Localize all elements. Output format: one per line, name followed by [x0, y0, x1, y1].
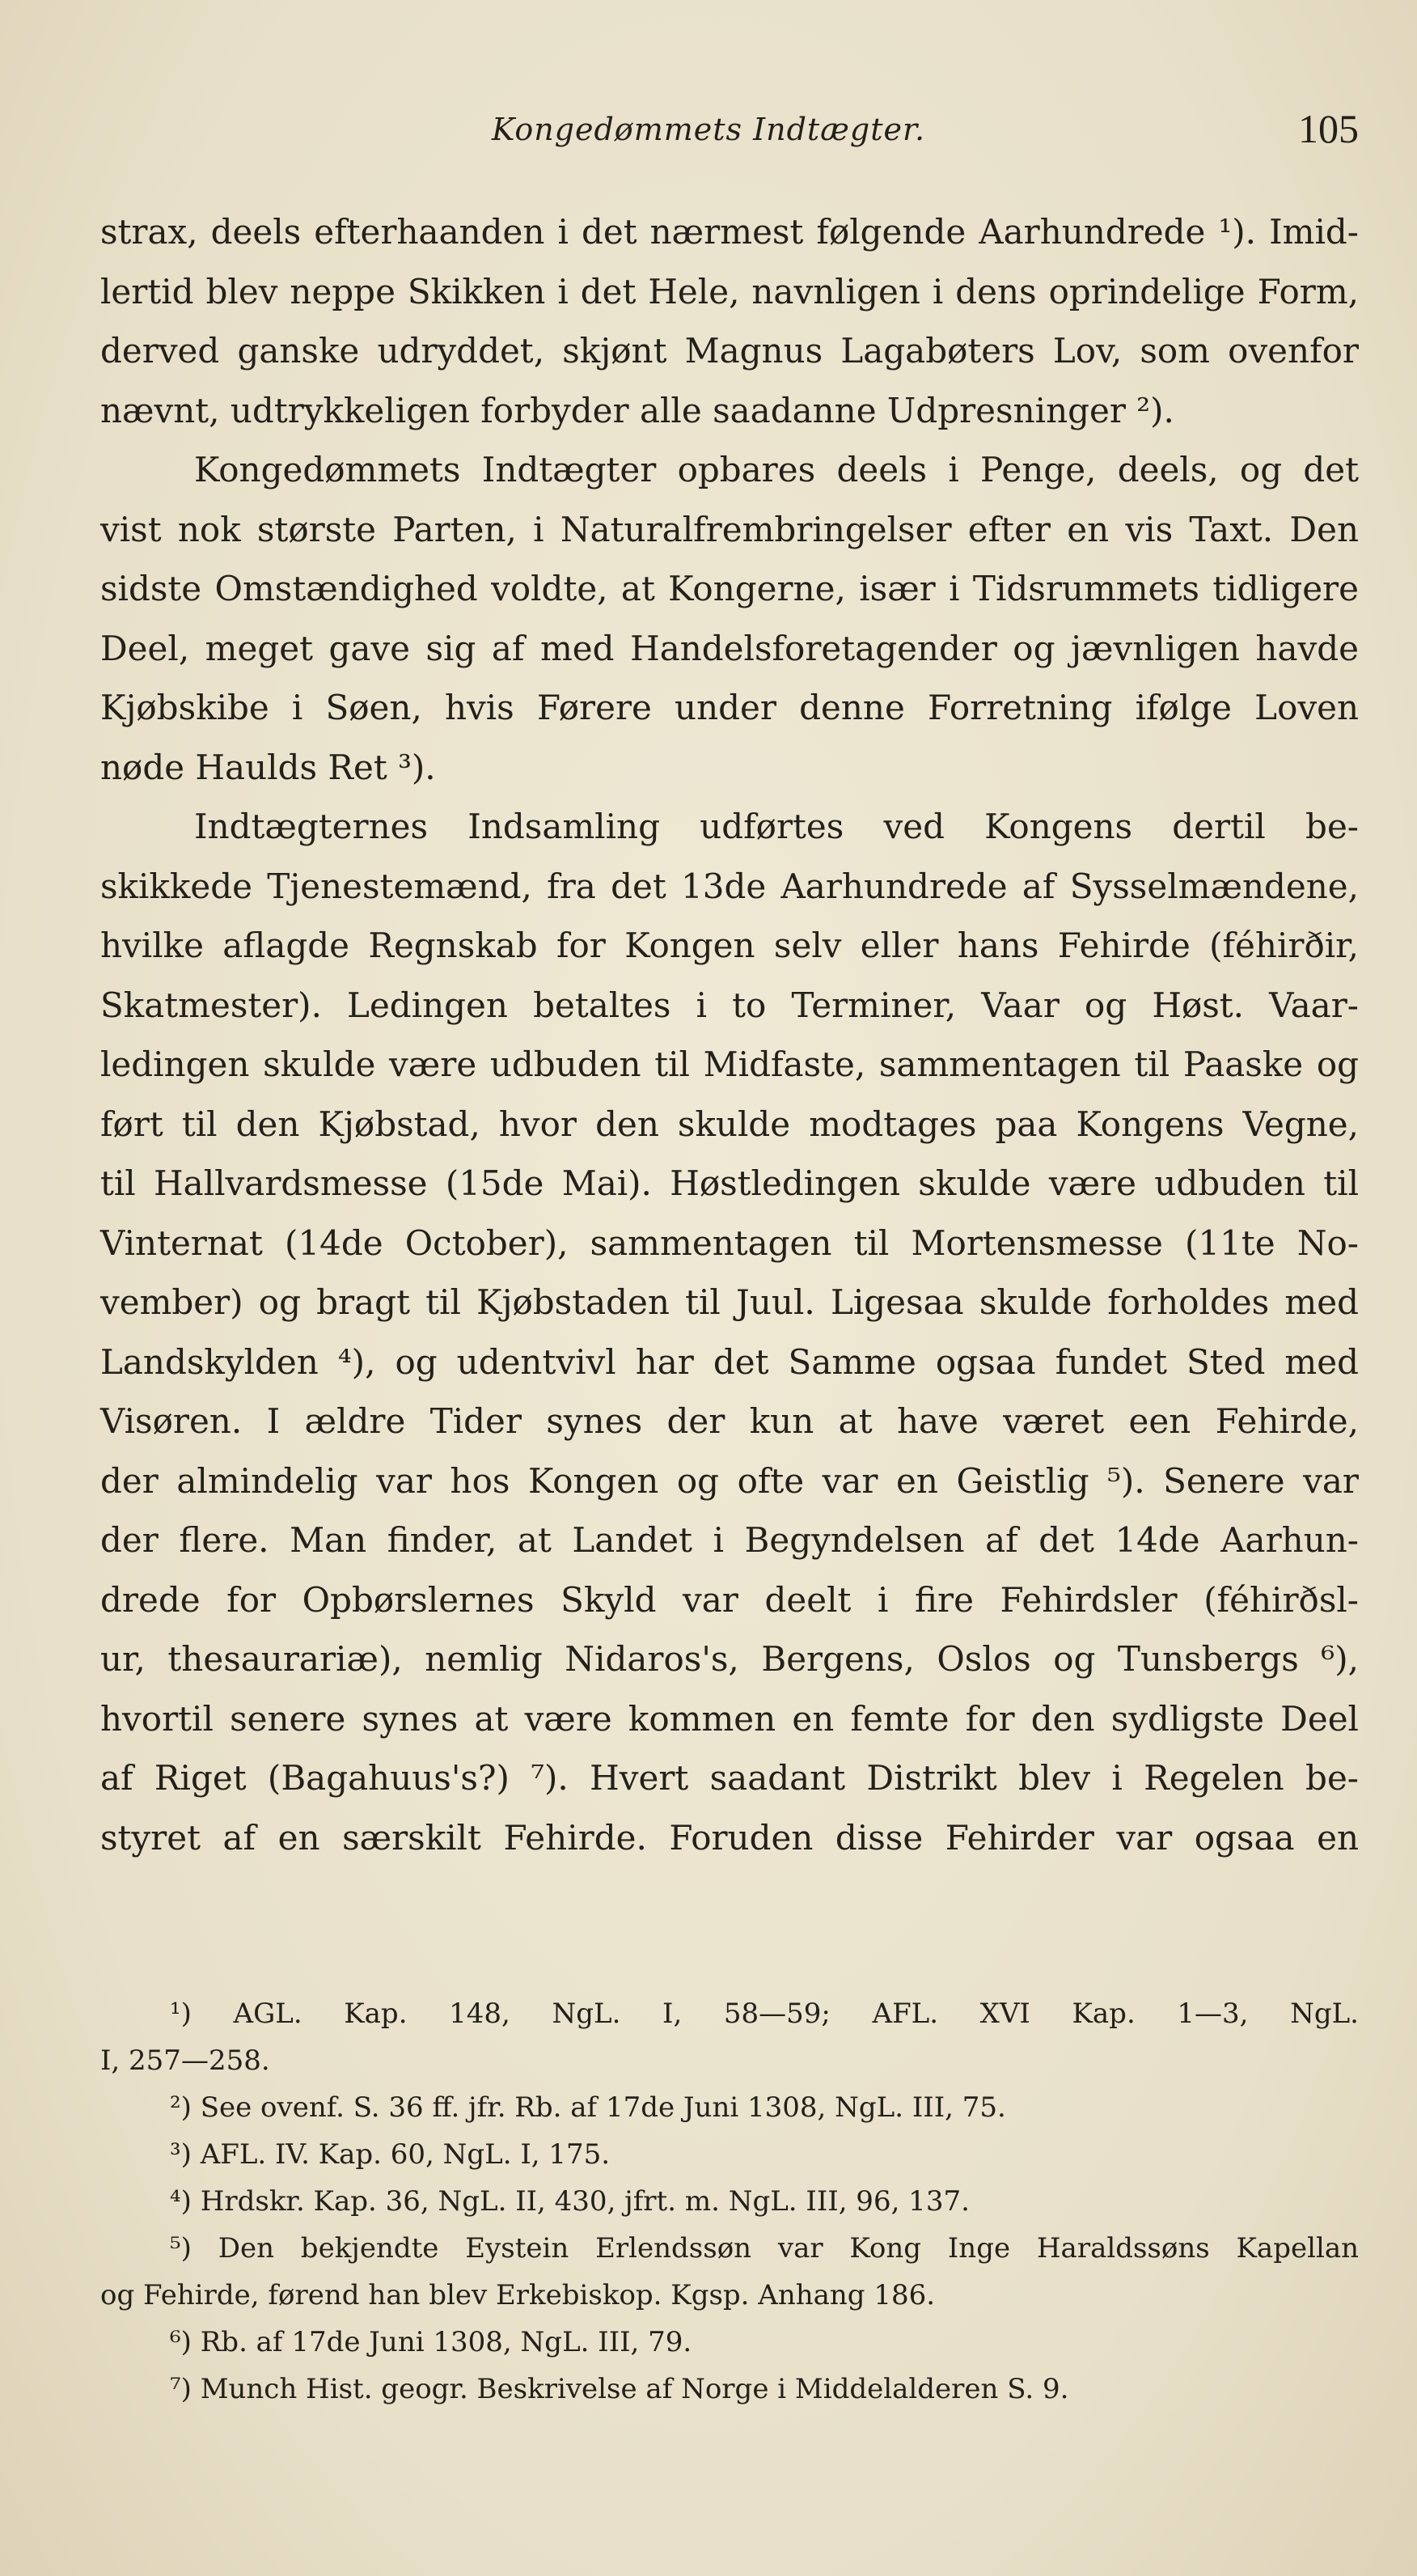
- main-text: [100, 202, 1359, 1867]
- text-line: Vinternat (14de October), sammentagen til Mortensmesse (11te No-: [100, 1222, 1359, 1263]
- text-line: ledingen skulde være udbuden til Midfaste, sammentagen til Paaske og: [100, 1044, 1359, 1084]
- footnote-line: I, 257—258.: [100, 2044, 270, 2077]
- text-line: der almindelig var hos Kongen og ofte var en Geistlig ⁵). Senere var: [100, 1460, 1359, 1501]
- text-line: nøde Haulds Ret ³).: [100, 747, 436, 787]
- text-line: Landskylden ⁴), og udentvivl har det Samme ogsaa fundet Sted med: [100, 1341, 1359, 1382]
- page-header: [0, 106, 1417, 168]
- text-line: vist nok største Parten, i Naturalfrembringelser efter en vis Taxt. Den: [100, 509, 1359, 549]
- text-line: lertid blev neppe Skikken i det Hele, navnligen i dens oprindelige Form,: [100, 271, 1359, 311]
- text-line: derved ganske udryddet, skjønt Magnus Lagabøters Lov, som ovenfor: [100, 331, 1359, 371]
- text-line: strax, deels efterhaanden i det nærmest følgende Aarhundrede ¹). Imid-: [100, 212, 1359, 252]
- footnote-line: ²) See ovenf. S. 36 ff. jfr. Rb. af 17de Juni 1308, NgL. III, 75.: [170, 2091, 1006, 2124]
- text-line: til Hallvardsmesse (15de Mai). Høstledingen skulde være udbuden til: [100, 1163, 1359, 1203]
- text-line: Skatmester). Ledingen betaltes i to Terminer, Vaar og Høst. Vaar-: [100, 985, 1359, 1025]
- text-line: hvortil senere synes at være kommen en femte for den sydligste Deel: [100, 1698, 1359, 1739]
- text-line: vember) og bragt til Kjøbstaden til Juul. Ligesaa skulde forholdes med: [100, 1282, 1359, 1322]
- text-line: Visøren. I ældre Tider synes der kun at have været een Fehirde,: [100, 1401, 1359, 1441]
- footnote-line: ⁵) Den bekjendte Eystein Erlendssøn var Kong Inge Haraldssøns Kapellan: [170, 2232, 1359, 2265]
- footnote-line: ¹) AGL. Kap. 148, NgL. I, 58—59; AFL. XVI Kap. 1—3, NgL.: [170, 1998, 1359, 2030]
- footnotes: [100, 1990, 1359, 2413]
- footnote-line: ³) AFL. IV. Kap. 60, NgL. I, 175.: [170, 2138, 611, 2171]
- text-line: nævnt, udtrykkeligen forbyder alle saadanne Udpresninger ²).: [100, 390, 1174, 430]
- text-line: Kongedømmets Indtægter opbares deels i Penge, deels, og det: [194, 450, 1359, 489]
- footnote-line: og Fehirde, førend han blev Erkebiskop. Kgsp. Anhang 186.: [100, 2279, 936, 2311]
- text-line: Deel, meget gave sig af med Handelsforetagender og jævnligen havde: [100, 628, 1359, 668]
- text-line: der flere. Man finder, at Landet i Begyndelsen af det 14de Aarhun-: [100, 1520, 1359, 1560]
- text-line: Indtægternes Indsamling udførtes ved Kongens dertil be-: [194, 807, 1359, 846]
- text-line: ur, thesaurariæ), nemlig Nidaros's, Bergens, Oslos og Tunsbergs ⁶),: [100, 1639, 1359, 1679]
- footnote-line: ⁷) Munch Hist. geogr. Beskrivelse af Norge i Middelalderen S. 9.: [170, 2373, 1069, 2405]
- footnote-line: ⁶) Rb. af 17de Juni 1308, NgL. III, 79.: [170, 2326, 692, 2358]
- text-line: skikkede Tjenestemænd, fra det 13de Aarhundrede af Sysselmændene,: [100, 866, 1359, 906]
- text-line: Kjøbskibe i Søen, hvis Førere under denne Forretning ifølge Loven: [100, 688, 1359, 727]
- running-head: Kongedømmets Indtægter.: [491, 112, 926, 147]
- text-line: ført til den Kjøbstad, hvor den skulde modtages paa Kongens Vegne,: [100, 1104, 1359, 1144]
- text-line: sidste Omstændighed voldte, at Kongerne, især i Tidsrummets tidligere: [100, 569, 1359, 608]
- footnote-line: ⁴) Hrdskr. Kap. 36, NgL. II, 430, jfrt. m. NgL. III, 96, 137.: [170, 2185, 970, 2218]
- text-line: af Riget (Bagahuus's?) ⁷). Hvert saadant Distrikt blev i Regelen be-: [100, 1758, 1359, 1798]
- page-number: 105: [1298, 106, 1359, 151]
- text-line: drede for Opbørslernes Skyld var deelt i fire Fehirdsler (féhirðsl-: [100, 1579, 1359, 1620]
- text-line: styret af en særskilt Fehirde. Foruden disse Fehirder var ogsaa en: [100, 1817, 1359, 1858]
- text-line: hvilke aflagde Regnskab for Kongen selv eller hans Fehirde (féhirðir,: [100, 926, 1359, 965]
